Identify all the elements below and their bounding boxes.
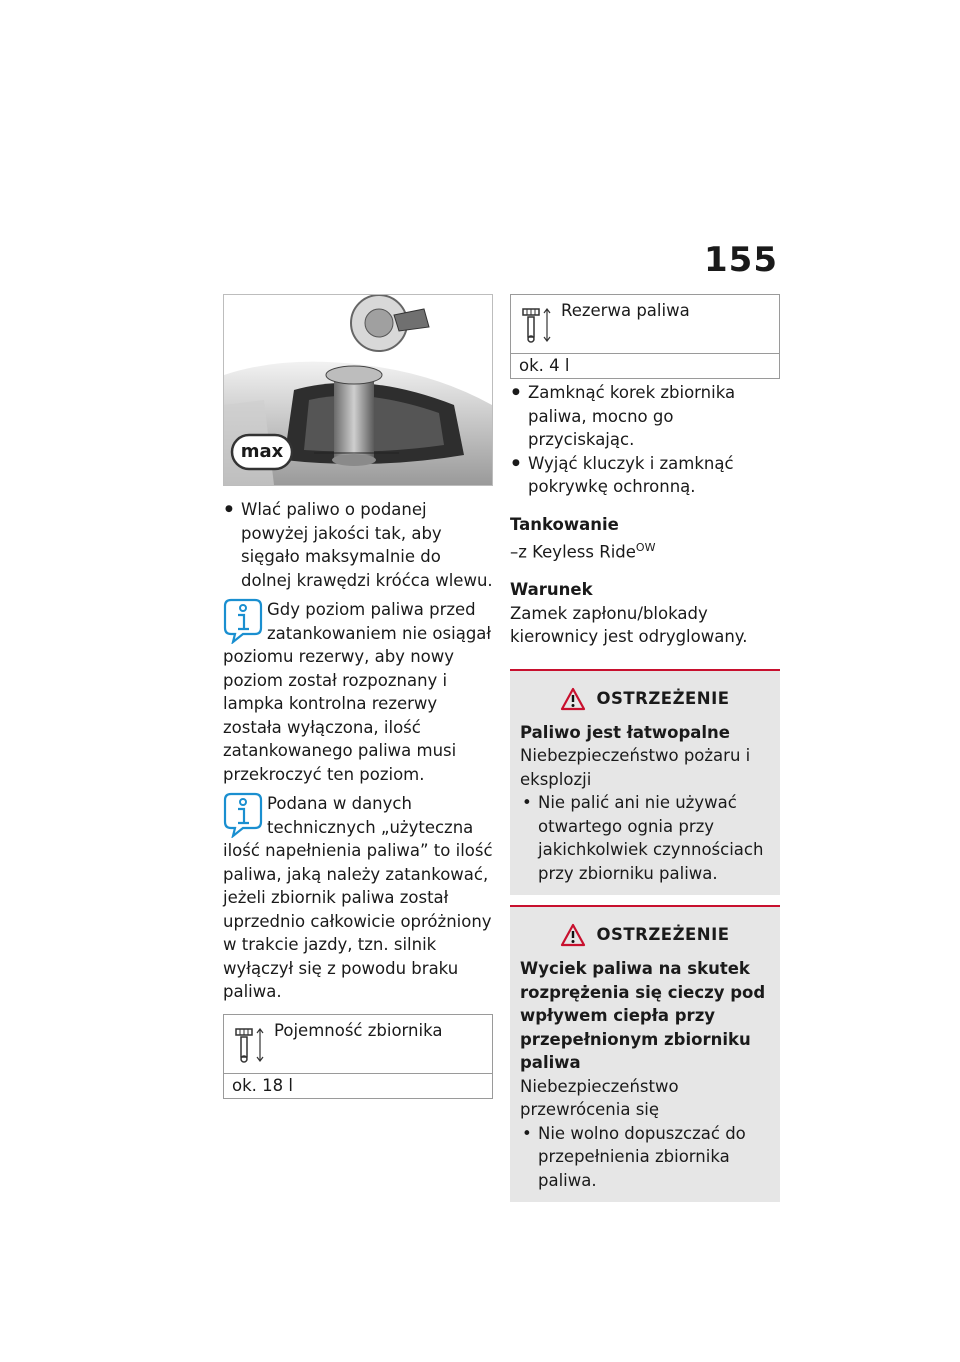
info-note-reserve [223,598,493,786]
info-note-capacity-text: Podana w danych technicznych „użyteczna ilość napełnienia paliwa” to ilość paliwa, jaką należy zatankować, jeżeli zbiornik paliwa został uprzednio całkowicie opróżniony w trakcie jazdy, tzn. silnik wyłączył się z powodu braku paliwa. [223,794,493,1001]
section-heading: Tankowanie [510,514,619,534]
info-icon [223,792,263,838]
fuel-filler-figure [223,294,493,486]
spec-value: ok. 18 l [232,1075,293,1095]
info-note-reserve-text: Gdy poziom paliwa przed zatankowaniem nie osiągał poziomu rezerwy, aby nowy poziom został rozpoznany i lampka kontrolna rezerwy została wyłączona, ilość zatankowanego paliwa musi przekroczyć ten poziom. [223,600,492,784]
warning-title: OSTRZEŻENIE [596,925,730,945]
instruction-fill-fuel: ● Wlać paliwo o podanej powyżej jakości tak, aby sięgało maksymalnie do dolnej krawędzi króćca wlewu. [223,498,493,592]
spec-label: Pojemność zbiornika [274,1020,443,1040]
condition-text: Zamek zapłonu/blokady kierownicy jest odryglowany. [510,603,748,646]
warning-title: OSTRZEŻENIE [596,688,730,708]
warning-triangle-icon [560,923,586,947]
option-superscript: OW [635,541,656,554]
instruction-close-cap: ● Zamknąć korek zbiornika paliwa, mocno go przyciskając. [510,381,780,452]
instruction-remove-key: ● Wyjąć kluczyk i zamknąć pokrywkę ochronną. [510,452,780,499]
warning-box-flammable [510,669,780,896]
spec-value: ok. 4 l [519,356,570,375]
spec-tank-capacity [223,1014,493,1099]
page-number: 155 [704,240,778,280]
warning-triangle-icon [560,687,586,711]
spec-label: Rezerwa paliwa [561,301,690,320]
fuel-reserve-icon [519,305,555,345]
condition-title: Warunek [510,580,593,599]
info-icon [223,598,263,644]
section-subheading: –z Keyless Ride$^{OW}$ [510,541,656,562]
warning-hazard: Niebezpieczeństwo pożaru i eksplozji [520,746,751,789]
warning-hazard: Niebezpieczeństwo przewrócenia się [520,1076,679,1119]
left-column [223,294,493,1099]
right-column [510,294,780,1202]
warning-instruction: • Nie palić ani nie używać otwartego ognia przy jakichkolwiek czynnościach przy zbiorniku paliwa. [520,791,770,885]
max-label: max [240,441,284,462]
warning-subject: Paliwo jest łatwopalne [520,722,730,742]
warning-box-overflow [510,905,780,1202]
info-note-capacity [223,792,493,1004]
fuel-capacity-icon [232,1025,268,1065]
warning-instruction: • Nie wolno dopuszczać do przepełnienia zbiornika paliwa. [520,1122,770,1193]
spec-fuel-reserve [510,294,780,379]
warning-subject: Wyciek paliwa na skutek rozprężenia się cieczy pod wpływem ciepła przy przepełnionym zbiorniku paliwa [520,959,766,1072]
